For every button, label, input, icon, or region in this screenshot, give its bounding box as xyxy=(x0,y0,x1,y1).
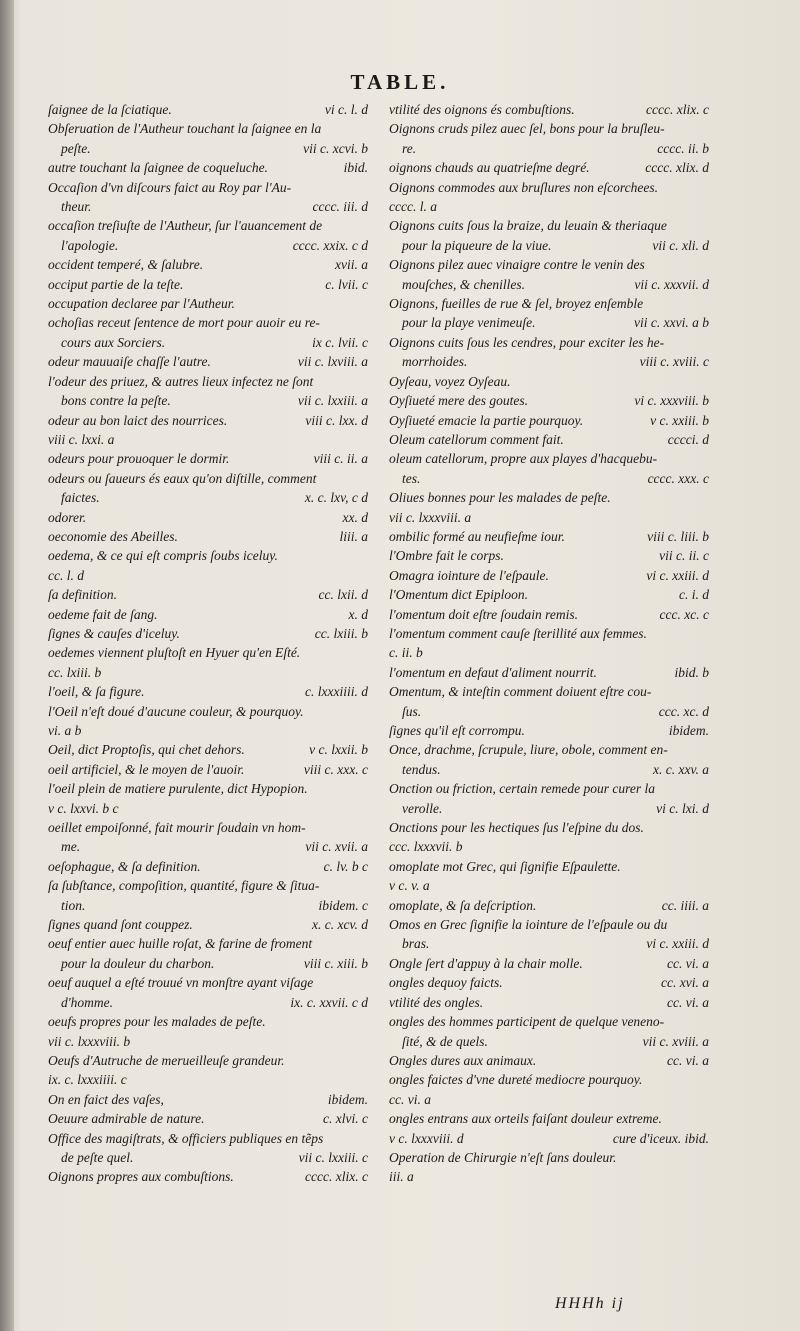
entry-text: ongles dequoy faicts. xyxy=(389,975,503,991)
index-entry xyxy=(389,566,709,585)
entry-reference: c. lxxxiiii. d xyxy=(305,684,368,700)
entry-reference: c. lvii. c xyxy=(325,276,368,292)
entry-text: tes. xyxy=(402,470,421,486)
index-entry xyxy=(48,818,368,857)
entry-text: ombilic formé au neufieſme iour. xyxy=(389,528,565,544)
index-entry xyxy=(389,391,709,410)
entry-text: ſaignee de la ſciatique. xyxy=(48,102,172,117)
entry-text: ſus. xyxy=(402,703,422,719)
index-entry xyxy=(48,430,368,449)
index-entry xyxy=(389,197,709,216)
index-entry xyxy=(389,1090,709,1109)
index-entry xyxy=(389,585,709,604)
entry-text: Oyſiueté mere des goutes. xyxy=(389,393,528,409)
index-entry xyxy=(389,954,709,973)
entry-text: l'Oeil n'eſt doué d'aucune couleur, & pourquoy. xyxy=(48,703,304,719)
entry-text: oeil artificiel, & le moyen de l'auoir. xyxy=(48,761,245,777)
entry-text: pour la playe venimeuſe. xyxy=(402,315,536,331)
index-entry xyxy=(48,1109,368,1128)
entry-reference: cc. lxii. d xyxy=(318,587,368,603)
entry-text: cours aux Sorciers. xyxy=(61,334,166,350)
entry-text: occupation declaree par l'Autheur. xyxy=(48,296,235,312)
entry-reference: x. c. xcv. d xyxy=(312,917,368,933)
index-entry xyxy=(389,1148,709,1167)
index-entry xyxy=(48,178,368,217)
entry-text: cccc. l. a xyxy=(389,199,437,215)
index-entry xyxy=(48,702,368,721)
entry-text: odeur au bon laict des nourrices. xyxy=(48,412,228,428)
index-entry xyxy=(48,1090,368,1109)
entry-text: Omagra iointure de l'eſpaule. xyxy=(389,567,549,583)
entry-text: theur. xyxy=(61,199,92,215)
entry-reference: ccc. xc. d xyxy=(658,703,709,719)
entry-text: oeillet empoiſonné, fait mourir ſoudain vn hom- xyxy=(48,820,306,836)
entry-reference: vii c. lxxiii. a xyxy=(297,393,368,409)
entry-text: vii c. lxxxviii. b xyxy=(48,1033,131,1049)
entry-reference: vii c. xxvi. a b xyxy=(634,315,709,331)
entry-text: ix. c. lxxxiiii. c xyxy=(48,1072,127,1088)
entry-text: cc. vi. a xyxy=(389,1091,431,1107)
entry-text: d'homme. xyxy=(61,994,114,1010)
index-entry xyxy=(48,1070,368,1089)
index-entry xyxy=(389,527,709,546)
entry-text: l'Omentum dict Epiploon. xyxy=(389,587,528,603)
index-entry xyxy=(48,876,368,915)
entry-text: l'omentum doit eſtre ſoudain remis. xyxy=(389,606,578,622)
index-entry xyxy=(389,896,709,915)
entry-text: Oleum catellorum comment fait. xyxy=(389,431,564,447)
index-entry xyxy=(389,605,709,624)
index-entry xyxy=(48,663,368,682)
index-entry xyxy=(48,624,368,643)
entry-text: Oignons cuits ſous les cendres, pour exciter les he- xyxy=(389,334,665,350)
entry-text: odeur mauuaiſe chaſſe l'autre. xyxy=(48,354,211,370)
entry-reference: cc. xvi. a xyxy=(661,975,709,991)
entry-text: l'Ombre fait le corps. xyxy=(389,548,504,564)
entry-text: ſa ſubſtance, compoſition, quantité, figure & ſitua- xyxy=(48,878,320,894)
entry-text: Oignons cuits ſous la braize, du leuain & theriaque xyxy=(389,218,667,234)
index-entry xyxy=(48,255,368,274)
entry-text: odeurs ou ſaueurs és eaux qu'on diſtille, comment xyxy=(48,470,317,486)
entry-reference: ibidem. xyxy=(668,723,709,738)
entry-reference: ibidem. c xyxy=(318,897,368,913)
entry-reference: cccc. xxix. c d xyxy=(292,237,368,253)
index-entry xyxy=(389,721,709,740)
entry-text: ccc. lxxxvii. b xyxy=(389,839,463,855)
index-entry xyxy=(389,546,709,565)
entry-text: faictes. xyxy=(61,490,100,506)
entry-text: ochoſias receut ſentence de mort pour auoir eu re- xyxy=(48,315,320,331)
entry-reference: c. i. d xyxy=(679,587,709,603)
index-entry xyxy=(48,1032,368,1051)
entry-text: vtilité des oignons és combuſtions. xyxy=(389,102,575,117)
entry-text: Oyſiueté emacie la partie pourquoy. xyxy=(389,412,584,428)
entry-text: Oeufs d'Autruche de merueilleuſe grandeur. xyxy=(48,1052,285,1068)
entry-text: morrhoides. xyxy=(402,354,468,370)
index-entry xyxy=(389,255,709,294)
index-column-left xyxy=(48,100,368,1187)
entry-reference: ibidem. xyxy=(327,1091,368,1107)
index-entry xyxy=(48,508,368,527)
entry-reference: vi c. lxi. d xyxy=(656,800,709,816)
entry-text: occiput partie de la teſte. xyxy=(48,276,184,292)
entry-text: verolle. xyxy=(402,800,443,816)
entry-reference: xvii. a xyxy=(335,257,368,273)
entry-reference: x. d xyxy=(348,606,368,622)
entry-text: ongles entrans aux orteils faiſant douleur extreme. xyxy=(389,1111,662,1127)
entry-reference: ix c. lvii. c xyxy=(312,334,368,350)
index-column-right xyxy=(389,100,709,1187)
entry-text: Oeil, dict Proptoſis, qui chet dehors. xyxy=(48,742,245,758)
entry-text: Once, drachme, ſcrupule, liure, obole, comment en- xyxy=(389,742,668,758)
entry-text: On en faict des vaſes, xyxy=(48,1091,164,1107)
entry-text: l'apologie. xyxy=(61,237,119,253)
entry-text: v c. lxxxviii. d xyxy=(389,1130,464,1146)
entry-text: oeufs propres pour les malades de peſte. xyxy=(48,1014,266,1030)
entry-reference: vii c. xcvi. b xyxy=(303,140,368,156)
index-entry xyxy=(48,1167,368,1186)
index-entry xyxy=(389,837,709,856)
entry-text: Oeuure admirable de nature. xyxy=(48,1111,205,1127)
index-entry xyxy=(389,663,709,682)
entry-text: occident temperé, & ſalubre. xyxy=(48,257,204,273)
entry-reference: cccc. iii. d xyxy=(312,199,368,215)
entry-text: oeconomie des Abeilles. xyxy=(48,528,178,544)
entry-text: oignons chauds au quatrieſme degré. xyxy=(389,160,590,176)
entry-text: de peſte quel. xyxy=(61,1149,134,1165)
entry-reference: vii c. xviii. a xyxy=(642,1033,709,1049)
entry-reference: c. xlvi. c xyxy=(323,1111,368,1127)
entry-text: ſignes qu'il eſt corrompu. xyxy=(389,723,525,738)
entry-text: l'omentum comment cauſe ſterillité aux femmes. xyxy=(389,625,647,641)
index-entry xyxy=(48,934,368,973)
entry-reference: cccci. d xyxy=(667,431,709,447)
entry-text: omoplate mot Grec, qui ſignifie Eſpaulette. xyxy=(389,858,621,874)
entry-text: Oignons pilez auec vinaigre contre le venin des xyxy=(389,257,645,273)
entry-reference: viii c. xviii. c xyxy=(639,354,709,370)
entry-reference: vii c. lxviii. a xyxy=(297,354,368,370)
index-entry xyxy=(48,119,368,158)
entry-reference: cccc. xxx. c xyxy=(647,470,709,486)
entry-reference: ix. c. xxvii. c d xyxy=(290,994,368,1010)
entry-reference: cc. vi. a xyxy=(667,1052,709,1068)
index-entry xyxy=(48,352,368,371)
index-entry xyxy=(48,527,368,546)
entry-text: Obſeruation de l'Autheur touchant la ſaignee en la xyxy=(48,121,322,137)
entry-reference: cure d'iceux. ibid. xyxy=(612,1130,709,1146)
entry-text: pour la douleur du charbon. xyxy=(61,955,215,971)
index-entry xyxy=(389,876,709,895)
entry-reference: viii c. ii. a xyxy=(313,451,368,467)
entry-text: Occaſion d'vn diſcours faict au Roy par l'Au- xyxy=(48,179,292,195)
entry-text: ongles faictes d'vne dureté mediocre pourquoy. xyxy=(389,1072,643,1088)
entry-reference: vi c. xxiii. d xyxy=(646,936,709,952)
entry-reference: viii c. xiii. b xyxy=(303,955,368,971)
index-entry xyxy=(48,585,368,604)
index-entry xyxy=(48,973,368,1012)
index-entry xyxy=(389,1109,709,1128)
entry-text: tendus. xyxy=(402,761,441,777)
entry-text: Office des magiſtrats, & officiers publiques en tẽps xyxy=(48,1130,324,1146)
entry-text: l'omentum en defaut d'aliment nourrit. xyxy=(389,664,597,680)
entry-reference: vi c. xxxviii. b xyxy=(634,393,709,409)
entry-reference: ccc. xc. c xyxy=(659,606,709,622)
entry-text: tion. xyxy=(61,897,86,913)
entry-text: cc. l. d xyxy=(48,567,84,583)
index-entry xyxy=(48,799,368,818)
entry-reference: vii c. xvii. a xyxy=(305,839,368,855)
index-entry xyxy=(389,643,709,662)
index-entry xyxy=(48,779,368,798)
index-entry xyxy=(48,275,368,294)
index-entry xyxy=(48,566,368,585)
entry-text: oeuf auquel a eſté trouué vn monſtre ayant viſage xyxy=(48,975,314,991)
index-entry xyxy=(389,1051,709,1070)
index-entry xyxy=(48,449,368,468)
page-binding-edge xyxy=(0,0,14,1331)
entry-reference: cccc. xlix. d xyxy=(645,160,709,176)
entry-reference: cc. lxiii. b xyxy=(314,625,368,641)
entry-text: Oignons, fueilles de rue & ſel, broyez enſemble xyxy=(389,296,644,312)
entry-text: ſignes quand ſont couppez. xyxy=(48,917,193,933)
entry-text: peſte. xyxy=(61,140,91,156)
index-entry xyxy=(389,178,709,197)
entry-text: omoplate, & ſa deſcription. xyxy=(389,897,537,913)
entry-reference: v c. xxiii. b xyxy=(650,412,709,428)
entry-text: l'odeur des priuez, & autres lieux infectez ne ſont xyxy=(48,373,314,389)
entry-text: ſité, & de quels. xyxy=(402,1033,488,1049)
index-entry xyxy=(389,449,709,488)
entry-text: Onction ou friction, certain remede pour curer la xyxy=(389,781,655,797)
page-header: TABLE. xyxy=(350,70,450,94)
index-entry xyxy=(48,605,368,624)
entry-text: oedema, & ce qui eſt compris ſoubs iceluy. xyxy=(48,548,278,564)
index-entry xyxy=(389,216,709,255)
entry-text: odeurs pour prouoquer le dormir. xyxy=(48,451,230,467)
index-entry xyxy=(48,643,368,662)
entry-text: v c. v. a xyxy=(389,878,430,894)
entry-reference: cc. iiii. a xyxy=(661,897,709,913)
entry-text: ſa definition. xyxy=(48,587,117,603)
index-entry xyxy=(389,508,709,527)
index-entry xyxy=(48,682,368,701)
entry-text: oeſophague, & ſa definition. xyxy=(48,858,201,874)
entry-text: Oliues bonnes pour les malades de peſte. xyxy=(389,490,611,506)
entry-text: oeuf entier auec huille roſat, & farine de froment xyxy=(48,936,313,952)
entry-text: Oignons cruds pilez auec ſel, bons pour la bruſleu- xyxy=(389,121,665,137)
index-entry xyxy=(48,1129,368,1168)
entry-text: pour la piqueure de la viue. xyxy=(402,237,552,253)
entry-text: Oyſeau, voyez Oyſeau. xyxy=(389,373,511,389)
index-entry xyxy=(389,857,709,876)
index-entry xyxy=(389,624,709,643)
index-entry xyxy=(48,411,368,430)
entry-text: l'oeil plein de matiere purulente, dict Hypopion. xyxy=(48,781,308,797)
entry-text: iii. a xyxy=(389,1169,414,1185)
index-entry xyxy=(389,993,709,1012)
entry-reference: vii c. xli. d xyxy=(652,237,709,253)
entry-text: v c. lxxvi. b c xyxy=(48,800,119,816)
entry-text: Ongle ſert d'appuy à la chair molle. xyxy=(389,955,583,971)
index-entry xyxy=(48,216,368,255)
index-entry xyxy=(48,158,368,177)
entry-reference: vii c. ii. c xyxy=(659,548,709,564)
entry-text: vii c. lxxxviii. a xyxy=(389,509,472,525)
entry-reference: vii c. xxxvii. d xyxy=(634,276,709,292)
entry-text: ſignes & cauſes d'iceluy. xyxy=(48,625,180,641)
entry-text: l'oeil, & ſa figure. xyxy=(48,684,145,700)
entry-reference: vi c. l. d xyxy=(324,102,368,117)
entry-text: vi. a b xyxy=(48,723,82,738)
index-entry xyxy=(389,100,709,119)
entry-text: c. ii. b xyxy=(389,645,423,661)
index-entry xyxy=(389,779,709,818)
index-entry xyxy=(48,372,368,411)
entry-text: cc. lxiii. b xyxy=(48,664,102,680)
entry-text: Omos en Grec ſignifie la iointure de l'eſpaule ou du xyxy=(389,917,668,933)
entry-text: oedemes viennent pluſtoſt en Hyuer qu'en Eſté. xyxy=(48,645,301,661)
index-entry xyxy=(48,100,368,119)
entry-text: occaſion treſiuſte de l'Autheur, ſur l'auancement de xyxy=(48,218,323,234)
index-entry xyxy=(389,430,709,449)
entry-reference: ibid. b xyxy=(674,664,709,680)
entry-reference: viii c. lxx. d xyxy=(305,412,368,428)
index-entry xyxy=(389,488,709,507)
index-entry xyxy=(48,313,368,352)
index-entry xyxy=(48,294,368,313)
index-entry xyxy=(48,1012,368,1031)
index-entry xyxy=(389,740,709,779)
entry-reference: cccc. xlix. c xyxy=(305,1169,368,1185)
entry-text: Ongles dures aux animaux. xyxy=(389,1052,537,1068)
index-entry xyxy=(48,1051,368,1070)
index-entry xyxy=(389,411,709,430)
index-entry xyxy=(389,158,709,177)
index-entry xyxy=(389,1012,709,1051)
entry-reference: viii c. liii. b xyxy=(647,528,709,544)
index-entry xyxy=(48,469,368,508)
index-entry xyxy=(48,546,368,565)
index-entry xyxy=(389,1167,709,1186)
entry-reference: vii c. lxxiii. c xyxy=(298,1149,368,1165)
index-entry xyxy=(389,973,709,992)
index-entry xyxy=(48,760,368,779)
index-entry xyxy=(48,915,368,934)
entry-reference: v c. lxxii. b xyxy=(309,742,368,758)
index-entry xyxy=(389,119,709,158)
signature-mark: HHHh ij xyxy=(555,1295,625,1312)
entry-reference: c. lv. b c xyxy=(323,858,368,874)
entry-reference: x. c. xxv. a xyxy=(653,761,709,777)
index-entry xyxy=(389,372,709,391)
entry-text: Oignons commodes aux bruſlures non eſcorchees. xyxy=(389,179,658,195)
entry-text: autre touchant la ſaignee de coqueluche. xyxy=(48,160,268,176)
entry-text: Omentum, & inteſtin comment doiuent eſtre cou- xyxy=(389,684,652,700)
entry-text: oedeme fait de ſang. xyxy=(48,606,158,622)
entry-reference: cc. vi. a xyxy=(667,994,709,1010)
entry-text: bras. xyxy=(402,936,430,952)
index-entry xyxy=(389,333,709,372)
index-entry xyxy=(389,818,709,837)
entry-text: odorer. xyxy=(48,509,87,525)
entry-text: Operation de Chirurgie n'eſt ſans douleur. xyxy=(389,1149,617,1165)
entry-text: vtilité des ongles. xyxy=(389,994,484,1010)
index-entry xyxy=(389,1070,709,1089)
entry-reference: liii. a xyxy=(339,528,368,544)
entry-text: mouſches, & chenilles. xyxy=(402,276,525,292)
entry-text: Onctions pour les hectiques ſus l'eſpine du dos. xyxy=(389,820,644,836)
index-entry xyxy=(389,682,709,721)
entry-text: oleum catellorum, propre aux playes d'hacquebu- xyxy=(389,451,658,467)
entry-text: bons contre la peſte. xyxy=(61,393,171,409)
entry-text: viii c. lxxi. a xyxy=(48,431,115,447)
entry-reference: cccc. xlix. c xyxy=(646,102,709,117)
index-entry xyxy=(48,721,368,740)
entry-reference: cc. vi. a xyxy=(667,955,709,971)
index-entry xyxy=(389,294,709,333)
entry-reference: cccc. ii. b xyxy=(657,140,709,156)
entry-reference: x. c. lxv, c d xyxy=(304,490,368,506)
entry-reference: vi c. xxiii. d xyxy=(646,567,709,583)
entry-reference: xx. d xyxy=(342,509,368,525)
index-entry xyxy=(48,740,368,759)
index-entry xyxy=(389,915,709,954)
entry-text: Oignons propres aux combuſtions. xyxy=(48,1169,234,1185)
index-entry xyxy=(48,857,368,876)
entry-text: re. xyxy=(402,140,417,156)
entry-text: ongles des hommes participent de quelque veneno- xyxy=(389,1014,665,1030)
entry-reference: viii c. xxx. c xyxy=(303,761,368,777)
index-entry xyxy=(389,1129,709,1148)
entry-reference: ibid. xyxy=(343,160,368,176)
entry-text: me. xyxy=(61,839,81,855)
